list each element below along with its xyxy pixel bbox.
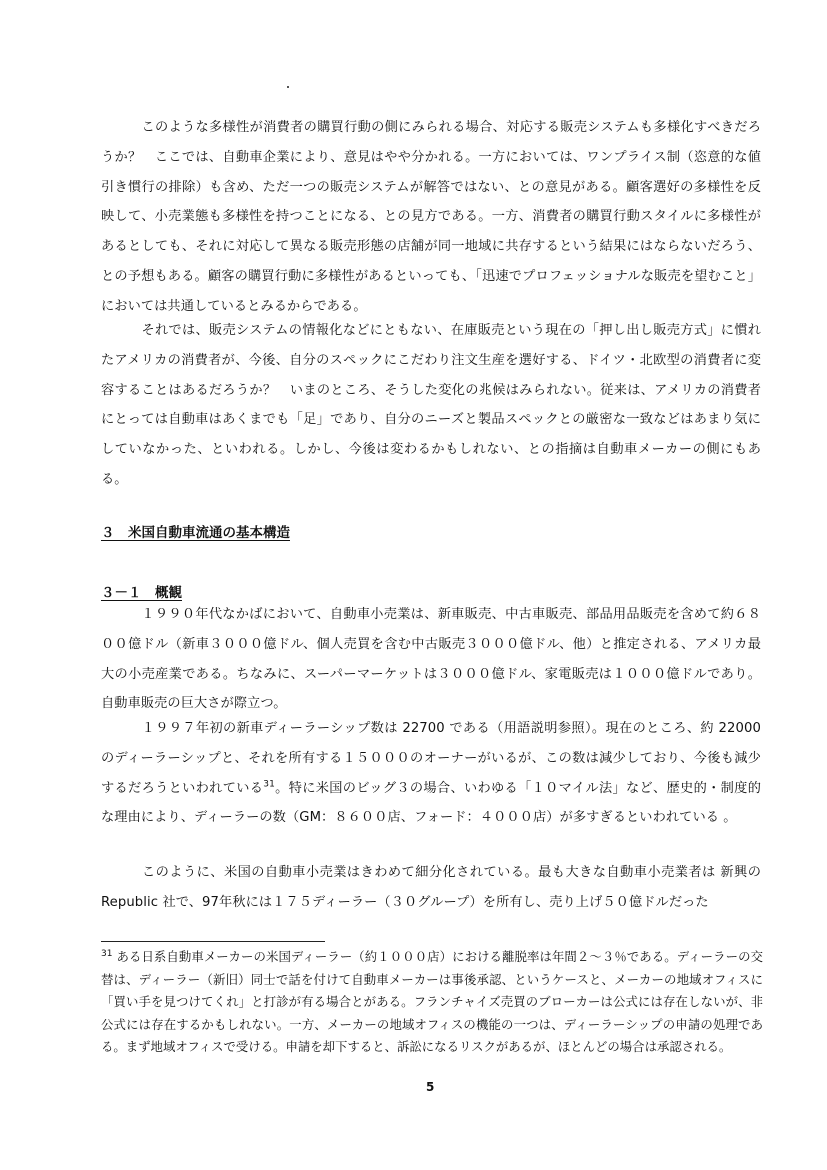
paragraph-market-size: １９９０年代なかばにおいて、自動車小売業は、新車販売、中古車販売、部品用品販売を含めて約６８００億ドル（新車３０００億ドル、個人売買を含む中古販売３０００億ドル、他）と推定される、アメリカ最大の小売産業である。ちなみに、スーパーマーケットは３０００億ドル、家電販売は１０００億ドルであり。自動車販売の巨大さが際立つ。 [101,607,761,712]
footnote-reference: 31 [263,779,275,790]
paragraph-fragmentation: このように、米国の自動車小売業はきわめて細分化されている。最も大きな自動車小売業者は 新興のRepublic 社で、97年秋には１７５ディーラー（３０グループ）を所有し、売り上げ５０億ドルだった [101,865,761,910]
footnote-text: ある日系自動車メーカーの米国ディーラー（約１０００店）における離脱率は年間２～３％である。ディーラーの交替は、ディーラー（新旧）同士で話を付けて自動車メーカーは事後承認、というケースと、メーカーの地域オフィスに「買い手を見つけてくれ」と打診が有る場合とがある。フランチャイズ売買のブローカーは公式には存在しないが、非公式には存在するかもしれない。一方、メーカーの地域オフィスの機能の一つは、ディーラーシップの申請の処理である。まず地域オフィスで受ける。申請を却下すると、訴訟になるリスクがあるが、ほとんどの場合は承認される。 [101,949,763,1055]
footnote-mark: 31 [101,948,113,959]
section-heading: ３ 米国自動車流通の基本構造 [101,525,290,541]
paragraph-push-sales: それでは、販売システムの情報化などにともない、在庫販売という現在の「押し出し販売方式」に慣れたアメリカの消費者が、今後、自分のスペックにこだわり注文生産を選好する、ドイツ・北欧型の消費者に変容することはあるだろうか？ いまのところ、そうした変化の兆候はみられない。従来は、アメリカの消費者にとっては自動車はあくまでも「足」であり、自分のニーズと製品スペックとの厳密な一致などはあまり気にしていなかった、といわれる。しかし、今後は変わるかもしれない、との指摘は自動車メーカーの側にもある。 [101,323,761,487]
footnote-divider [101,941,325,942]
paragraph-dealership-count-part2: 。特に米国のビッグ３の場合、いわゆる「１０マイル法」など、歴史的・制度的な理由により、ディーラーの数（GM：８６００店、フォード：４０００店）が多すぎるといわれている 。 [101,780,761,826]
page-number: 5 [426,1080,435,1094]
paragraph-dealership-count [101,714,761,833]
subsection-heading: ３－１ 概観 [101,585,182,601]
paragraph-consumer-diversity: このような多様性が消費者の購買行動の側にみられる場合、対応する販売システムも多様化すべきだろうか？ ここでは、自動車企業により、意見はやや分かれる。一方においては、ワンプライス制（恣意的な値引き慣行の排除）も含め、ただ一つの販売システムが解答ではない、との意見がある。顧客選好の多様性を反映して、小売業態も多様性を持つことになる、との見方である。一方、消費者の購買行動スタイルに多様性があるとしても、それに対応して異なる販売形態の店舗が同一地域に共存するという結果にはならないだろう、との予想もある。顧客の購買行動に多様性があるといっても、「迅速でプロフェッショナルな販売を望むこと」においては共通しているとみるからである。 [101,120,761,314]
paragraph-dealership-count-part1: １９９７年初の新車ディーラーシップ数は 22700 である（用語説明参照）。現在のところ、約 22000のディーラーシップと、それを所有する１５０００のオーナーがいるが、この数は減少しており、今後も減少するだろうといわれている [101,721,761,796]
footnote [101,946,763,1059]
scan-speck [287,86,289,88]
